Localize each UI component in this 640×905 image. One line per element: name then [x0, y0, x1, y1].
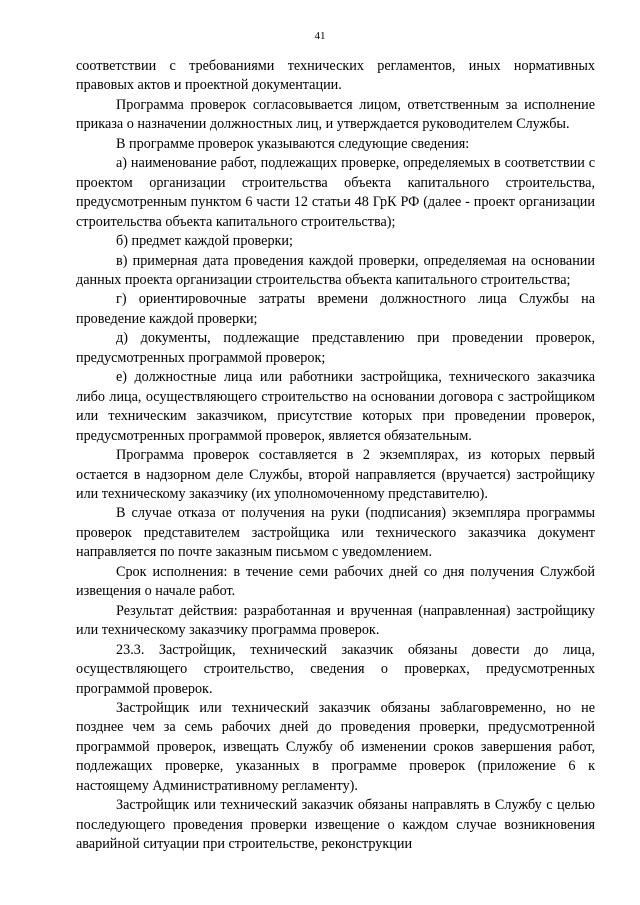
list-item-e: е) должностные лица или работники застройщика, технического заказчика либо лица, осуществляющего строительство на основании договора с застройщиком или техническим заказчиком, присутствие которых при проведении проверок, предусмотренных программой проверок, является обязательным.: [76, 369, 595, 444]
paragraph-refusal: В случае отказа от получения на руки (подписания) экземпляра программы проверок представителем застройщика или технического заказчика документ направляется по почте заказным письмом с уведомлением.: [76, 505, 595, 561]
paragraph-program-contents-intro: В программе проверок указываются следующие сведения:: [116, 135, 470, 152]
document-body: [76, 57, 595, 855]
paragraph-copies: Программа проверок составляется в 2 экземплярах, из которых первый остается в надзорном деле Службы, второй направляется (вручается) застройщику или техническому заказчику (их уполномоченному представителю).: [76, 447, 595, 502]
paragraph-section-23-3: 23.3. Застройщик, технический заказчик обязаны довести до лица, осуществляющего строительство, сведения о проверках, предусмотренных программой проверок.: [76, 641, 595, 697]
paragraph-emergency-notice: Застройщик или технический заказчик обязаны направлять в Службу с целью последующего проведения проверки извещение о каждом случае возникновения аварийной ситуации при строительстве, реконструкции: [76, 797, 595, 853]
paragraph-notification-change: Застройщик или технический заказчик обязаны заблаговременно, но не позднее чем за семь рабочих дней до проведения проверки, предусмотренной программой проверок, извещать Службу об изменении сроков завершения работ, подлежащих проверке, указанных в программе проверок (приложение 6 к настоящему Административному регламенту).: [76, 699, 595, 794]
paragraph-program-approval: Программа проверок согласовывается лицом, ответственным за исполнение приказа о назначении должностных лиц, и утверждается руководителем Службы.: [76, 96, 595, 133]
list-item-d: д) документы, подлежащие представлению при проведении проверок, предусмотренных программой проверок;: [76, 330, 595, 366]
list-item-a: а) наименование работ, подлежащих проверке, определяемых в соответствии с проектом организации строительства объекта капитального строительства, предусмотренным пунктом 6 части 12 статьи 48 ГрК РФ (далее - проект организации строительства объекта капитального строительства);: [76, 155, 595, 230]
list-item-b: б) предмет каждой проверки;: [116, 233, 293, 250]
page-number: 41: [314, 30, 326, 42]
paragraph-result: Результат действия: разработанная и врученная (направленная) застройщику или техническому заказчику программа проверок.: [76, 602, 595, 639]
paragraph-deadline: Срок исполнения: в течение семи рабочих дней со дня получения Службой извещения о начале работ.: [76, 563, 595, 600]
list-item-g: г) ориентировочные затраты времени должностного лица Службы на проведение каждой проверки;: [76, 291, 595, 327]
list-item-v: в) примерная дата проведения каждой проверки, определяемая на основании данных проекта организации строительства объекта капитального строительства;: [76, 252, 595, 288]
paragraph-continuation: соответствии с требованиями технических регламентов, иных нормативных правовых актов и проектной документации.: [76, 58, 595, 94]
